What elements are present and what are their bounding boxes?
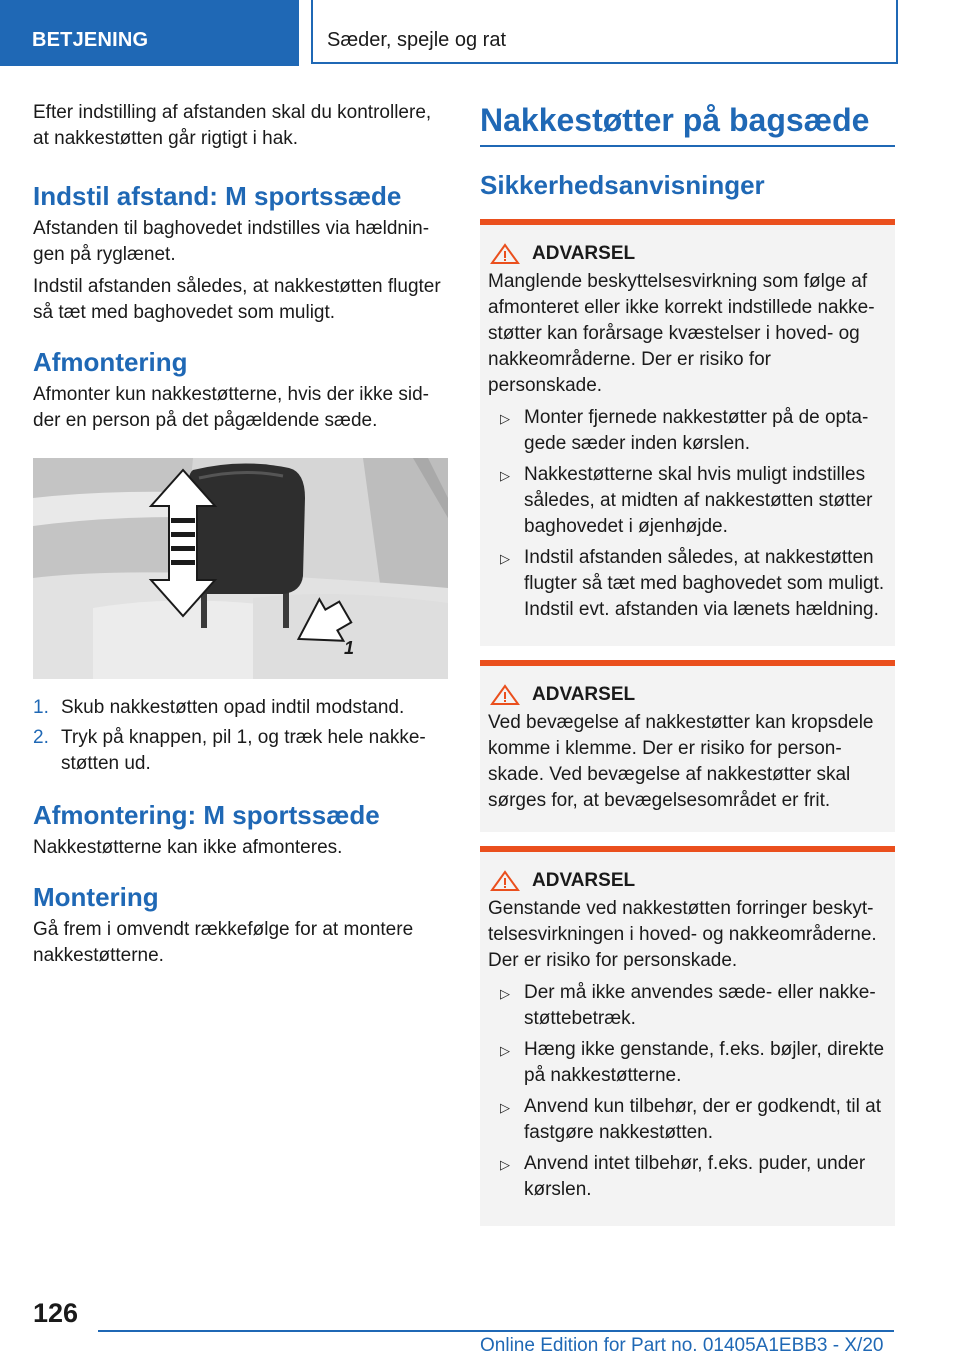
header-section-label: BETJENING xyxy=(32,29,149,51)
list-item-text: Anvend intet tilbehør, f.eks. puder, under kørslen. xyxy=(524,1153,866,1200)
warning-text: Ved bevægelse af nakkestøtter kan kropsdele komme i klemme. Der er risiko for personskade. Ved bevægelse af nakkestøtter skal sørges for, at bevægelsesområdet er frit. xyxy=(488,712,874,811)
warning-list xyxy=(488,980,887,1203)
list-item xyxy=(488,1151,887,1203)
warning-label: ADVARSEL xyxy=(532,870,636,891)
triangle-bullet-icon: ▷ xyxy=(500,411,510,426)
warning-title xyxy=(488,241,887,267)
header-chapter-tab xyxy=(311,0,898,64)
warning-text: Manglende beskyttelsesvirkning som følge af afmonteret eller ikke korrekt indstillede nakkestøtter kan forårsage kvæstelser i hoved- og nakkeområderne. Der er risiko for personskade. xyxy=(488,271,875,396)
list-item xyxy=(488,545,887,623)
mount-paragraph: Gå frem i omvendt rækkefølge for at montere nakkestøtterne. xyxy=(33,919,414,966)
triangle-bullet-icon: ▷ xyxy=(500,1157,510,1172)
warning-label: ADVARSEL xyxy=(532,243,636,264)
heading-remove: Afmontering xyxy=(33,347,188,377)
warning-text: Genstande ved nakkestøtten forringer beskyttelsesvirkningen i hoved- og nakkeområderne. Der er risiko for personskade. xyxy=(488,898,877,971)
triangle-bullet-icon: ▷ xyxy=(500,1100,510,1115)
triangle-bullet-icon: ▷ xyxy=(500,468,510,483)
triangle-bullet-icon: ▷ xyxy=(500,551,510,566)
list-item-text: Nakkestøtterne skal hvis muligt indstilles således, at midten af nakkestøtten støtter baghovedet i øjenhøjde. xyxy=(524,464,873,537)
right-column xyxy=(480,100,895,1226)
left-column xyxy=(33,100,448,969)
heading-distance-m: Indstil afstand: M sportssæde xyxy=(33,181,402,211)
heading-safety: Sikkerhedsanvisninger xyxy=(480,170,765,200)
warning-title xyxy=(488,682,887,708)
footer-rule xyxy=(98,1330,894,1332)
distance-paragraph-2: Indstil afstanden således, at nakkestøtten flugter så tæt med baghovedet som muligt. xyxy=(33,276,441,323)
removal-steps xyxy=(33,695,448,777)
step-text: Skub nakkestøtten opad indtil modstand. xyxy=(61,697,405,718)
heading-rear-headrests: Nakkestøtter på bagsæde xyxy=(480,102,870,138)
figure-arrow-label: 1 xyxy=(344,638,355,658)
list-item-text: Indstil afstanden således, at nakkestøtten flugter så tæt med baghovedet som muligt. Indstil evt. afstanden via lænets hældning. xyxy=(524,547,885,620)
distance-paragraph-1: Afstanden til baghovedet indstilles via hældningen på ryglænet. xyxy=(33,218,430,265)
warning-list xyxy=(488,405,887,623)
warning-triangle-icon xyxy=(490,684,520,706)
headrest-illustration xyxy=(33,458,448,679)
heading-mount: Montering xyxy=(33,882,159,912)
step-number: 2. xyxy=(33,727,49,748)
warning-title xyxy=(488,868,887,894)
step-text: Tryk på knappen, pil 1, og træk hele nakkestøtten ud. xyxy=(61,727,426,774)
triangle-bullet-icon: ▷ xyxy=(500,1043,510,1058)
list-item xyxy=(488,1037,887,1089)
heading-remove-m: Afmontering: M sportssæde xyxy=(33,800,380,830)
list-item xyxy=(488,405,887,457)
intro-paragraph: Efter indstilling af afstanden skal du kontrollere, at nakkestøtten går rigtigt i hak. xyxy=(33,102,432,149)
list-item xyxy=(488,980,887,1032)
footer-edition: Online Edition for Part no. 01405A1EBB3 - X/20 xyxy=(480,1335,884,1356)
list-item-text: Der må ikke anvendes sæde- eller nakkestøttebetræk. xyxy=(524,982,876,1029)
remove-paragraph: Afmonter kun nakkestøtterne, hvis der ikke sidder en person på det pågældende sæde. xyxy=(33,384,429,431)
warning-box-3 xyxy=(480,846,895,1226)
warning-box-1 xyxy=(480,219,895,646)
list-item xyxy=(33,725,448,777)
warning-triangle-icon xyxy=(490,243,520,265)
list-item-text: Monter fjernede nakkestøtter på de optagede sæder inden kørslen. xyxy=(524,407,869,454)
list-item-text: Anvend kun tilbehør, der er godkendt, til at fastgøre nakkestøtten. xyxy=(524,1096,881,1143)
triangle-bullet-icon: ▷ xyxy=(500,986,510,1001)
header-chapter-label: Sæder, spejle og rat xyxy=(327,29,506,51)
warning-box-2 xyxy=(480,660,895,832)
headrest-figure xyxy=(33,458,448,679)
remove-m-paragraph: Nakkestøtterne kan ikke afmonteres. xyxy=(33,837,343,858)
page-number: 126 xyxy=(33,1298,79,1328)
list-item xyxy=(488,462,887,540)
heading-rule xyxy=(480,145,895,147)
list-item xyxy=(488,1094,887,1146)
warning-label: ADVARSEL xyxy=(532,684,636,705)
warning-triangle-icon xyxy=(490,870,520,892)
header-section-tab xyxy=(0,0,299,66)
list-item xyxy=(33,695,448,721)
list-item-text: Hæng ikke genstande, f.eks. bøjler, direkte på nakkestøtterne. xyxy=(524,1039,885,1086)
step-number: 1. xyxy=(33,697,49,718)
